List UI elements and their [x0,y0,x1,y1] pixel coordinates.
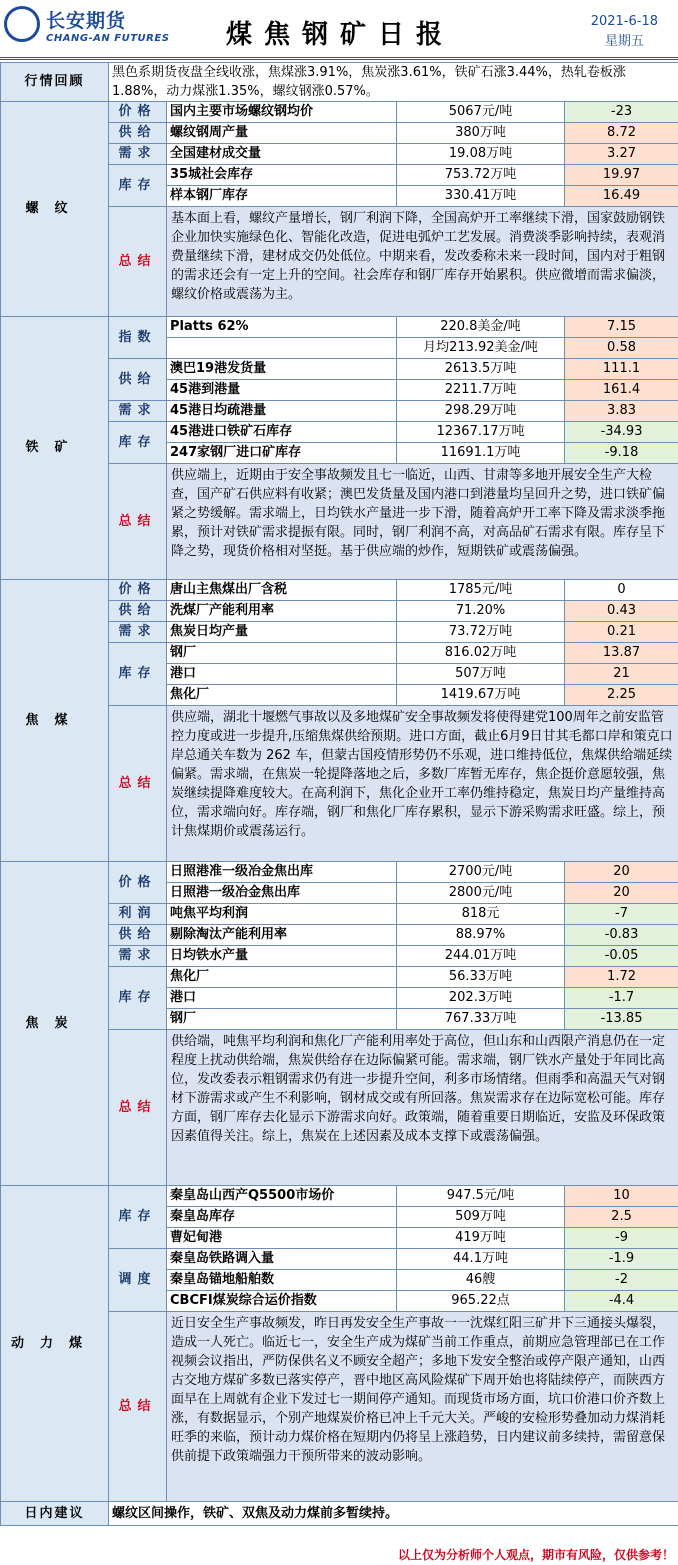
category-label: 需求 [109,622,167,643]
indicator-change: -0.05 [565,946,678,967]
indicator-value: 11691.1万吨 [397,443,565,464]
indicator-name: 剔除淘汰产能利用率 [167,925,397,946]
indicator-name: 港口 [167,664,397,685]
indicator-value: 816.02万吨 [397,643,565,664]
summary-text: 供给端，吨焦平均利润和焦化厂产能利用率处于高位，但山东和山西限产消息仍在一定程度上扰动供给端，焦炭供给存在边际偏紧可能。需求端，钢厂铁水产量处于年同比高位，发改委表示粗钢需求仍有进一步提升空间，利多市场情绪。但雨季和高温天气对钢材下游需求或产生不利影响，钢材成交或有所回落。焦炭需求存在边际宽松可能。库存方面，钢厂库存去化显示下游需求向好。政策端，随着重要日期临近，安监及环保政策因素值得关注。综上，焦炭在上述因素及成本支撑下或震荡偏强。 [167,1030,678,1186]
indicator-change: 111.1 [565,359,678,380]
indicator-change: 13.87 [565,643,678,664]
indicator-value: 88.97% [397,925,565,946]
disclaimer-footer: 以上仅为分析师个人观点，期市有风险，仅供参考！ [397,1548,674,1562]
indicator-change: 0 [565,580,678,601]
indicator-value: 46艘 [397,1270,565,1291]
indicator-change: -23 [565,102,678,123]
indicator-change: 2.5 [565,1207,678,1228]
report-title: 煤焦钢矿日报 [225,20,454,50]
indicator-value: 509万吨 [397,1207,565,1228]
indicator-value: 12367.17万吨 [397,422,565,443]
indicator-change: 3.83 [565,401,678,422]
market-review-text: 黑色系期货夜盘全线收涨，焦煤涨3.91%，焦炭涨3.61%，铁矿石涨3.44%，热轧卷板涨1.88%，动力煤涨1.35%，螺纹钢涨0.57%。 [109,63,678,102]
indicator-value: 2613.5万吨 [397,359,565,380]
summary-label: 总结 [109,464,167,580]
indicator-name: 秦皇岛铁路调入量 [167,1249,397,1270]
indicator-value: 507万吨 [397,664,565,685]
category-label: 调度 [109,1249,167,1312]
coking-data-row [1,862,678,883]
coke-data-row [1,580,678,601]
indicator-change: 7.15 [565,317,678,338]
indicator-name: 曹妃甸港 [167,1228,397,1249]
indicator-name: 45港到港量 [167,380,397,401]
indicator-change: -9 [565,1228,678,1249]
indicator-name: 247家钢厂进口矿库存 [167,443,397,464]
category-label: 需求 [109,401,167,422]
indicator-value: 73.72万吨 [397,622,565,643]
indicator-change: 20 [565,883,678,904]
indicator-value: 298.29万吨 [397,401,565,422]
indicator-name: 焦炭日均产量 [167,622,397,643]
summary-label: 总结 [109,1312,167,1502]
indicator-name: 洗煤厂产能利用率 [167,601,397,622]
indicator-change: 20 [565,862,678,883]
indicator-name: Platts 62% [167,317,397,338]
indicator-value: 202.3万吨 [397,988,565,1009]
iron-ore-section-label: 铁矿 [1,317,109,580]
indicator-value: 767.33万吨 [397,1009,565,1030]
indicator-change: 21 [565,664,678,685]
iron-ore-data-row [1,317,678,338]
indicator-value: 244.01万吨 [397,946,565,967]
indicator-name: CBCFI煤炭综合运价指数 [167,1291,397,1312]
indicator-value: 56.33万吨 [397,967,565,988]
summary-text: 基本面上看，螺纹产量增长，钢厂利润下降，全国高炉开工率继续下滑，国家鼓励钢铁企业加快实施绿色化、智能化改造，促进电弧炉工艺发展。消费淡季影响持续，表观消费量继续下滑，建材成交仍处低位。中期来看，发改委称未来一段时间，国内对于粗钢的需求还会有一定上升的空间。社会库存和钢厂库存开始累积。供应微增而需求偏淡，螺纹价格或震荡为主。 [167,207,678,317]
category-label: 价格 [109,862,167,904]
indicator-name: 钢厂 [167,1009,397,1030]
category-label: 利润 [109,904,167,925]
category-label: 库存 [109,643,167,706]
rebar-data-row [1,102,678,123]
indicator-name: 秦皇岛锚地船舶数 [167,1270,397,1291]
indicator-value: 1419.67万吨 [397,685,565,706]
indicator-change: 0.43 [565,601,678,622]
indicator-name: 样本钢厂库存 [167,186,397,207]
indicator-value: 419万吨 [397,1228,565,1249]
indicator-change: -13.85 [565,1009,678,1030]
indicator-value: 19.08万吨 [397,144,565,165]
summary-text: 供应端上，近期由于安全事故频发且七一临近，山西、甘肃等多地开展安全生产大检查，国产矿石供应料有收紧；澳巴发货量及国内港口到港量均呈回升之势，进口铁矿偏紧之势缓解。需求端上，日均铁水产量进一步下滑，随着高炉开工率下降及需求淡季拖累，预计对铁矿需求提振有限。同时，钢厂利润不高，对高品矿石需求有限。库存呈下降之势，现货价格相对坚挺。基于供应端的炒作，短期铁矿或震荡偏强。 [167,464,678,580]
indicator-change: 0.21 [565,622,678,643]
indicator-change: 1.72 [565,967,678,988]
category-label: 库存 [109,967,167,1030]
indicator-value: 44.1万吨 [397,1249,565,1270]
market-review-label: 行情回顾 [1,63,109,102]
report-date [591,12,658,52]
rebar-section-label: 螺纹 [1,102,109,317]
company-name-cn: 长安期货 [46,10,127,32]
indicator-change: -7 [565,904,678,925]
coking-section-label: 焦炭 [1,862,109,1186]
category-label: 库存 [109,165,167,207]
category-label: 指数 [109,317,167,359]
indicator-value: 965.22点 [397,1291,565,1312]
indicator-name: 港口 [167,988,397,1009]
indicator-name: 焦化厂 [167,685,397,706]
category-label: 供给 [109,601,167,622]
indicator-change: -1.7 [565,988,678,1009]
indicator-name: 全国建材成交量 [167,144,397,165]
indicator-name: 45港进口铁矿石库存 [167,422,397,443]
category-label: 供给 [109,123,167,144]
indicator-name [167,338,397,359]
indicator-name: 焦化厂 [167,967,397,988]
indicator-change: 0.58 [565,338,678,359]
indicator-name: 日均铁水产量 [167,946,397,967]
report-header [0,0,678,60]
indicator-value: 2211.7万吨 [397,380,565,401]
indicator-change: -9.18 [565,443,678,464]
indicator-value: 月均213.92美金/吨 [397,338,565,359]
indicator-value: 818元 [397,904,565,925]
company-name-en: CHANG-AN FUTURES [46,33,170,44]
indicator-change: 19.97 [565,165,678,186]
indicator-value: 220.8美金/吨 [397,317,565,338]
indicator-name: 螺纹钢周产量 [167,123,397,144]
indicator-value: 330.41万吨 [397,186,565,207]
coke-section-label: 焦煤 [1,580,109,862]
indicator-name: 澳巴19港发货量 [167,359,397,380]
indicator-change: 16.49 [565,186,678,207]
date-text: 2021-6-18 [590,14,658,29]
indicator-name: 日照港准一级冶金焦出库 [167,862,397,883]
company-logo-icon [4,6,40,42]
indicator-name: 国内主要市场螺纹钢均价 [167,102,397,123]
indicator-name: 45港日均疏港量 [167,401,397,422]
summary-text: 供应端，湖北十堰燃气事故以及多地煤矿安全事故频发将使得建党100周年之前安监管控力度或进一步提升,压缩焦煤供给预期。进口方面，截止6月9日甘其毛都口岸和策克口岸总通关车数为 262 车，但蒙古国疫情形势仍不乐观，进口维持低位，焦煤供给端延续偏紧。需求端，在焦炭一轮提降落地之后，多数厂库暂无库存，焦企挺价意愿较强，焦炭继续提降难度较大。在高利润下，焦化企业开工率仍维持稳定，焦炭日均产量维持高位，需求端向好。库存端，钢厂和焦化厂库存累积，显示下游采购需求旺盛。综上，预计焦煤期价或震荡运行。 [167,706,678,862]
indicator-value: 2800元/吨 [397,883,565,904]
indicator-name: 秦皇岛山西产Q5500市场价 [167,1186,397,1207]
indicator-change: 3.27 [565,144,678,165]
indicator-name: 吨焦平均利润 [167,904,397,925]
category-label: 供给 [109,359,167,401]
indicator-change: -34.93 [565,422,678,443]
indicator-change: 8.72 [565,123,678,144]
thermal-coal-section-label: 动力煤 [1,1186,109,1502]
indicator-value: 380万吨 [397,123,565,144]
advice-text: 螺纹区间操作，铁矿、双焦及动力煤前多暂续持。 [109,1502,678,1526]
indicator-change: 161.4 [565,380,678,401]
summary-label: 总结 [109,207,167,317]
weekday-text: 星期五 [604,34,644,49]
advice-label: 日内建议 [1,1502,109,1526]
summary-label: 总结 [109,1030,167,1186]
indicator-name: 钢厂 [167,643,397,664]
indicator-value: 71.20% [397,601,565,622]
category-label: 库存 [109,1186,167,1249]
category-label: 供给 [109,925,167,946]
indicator-change: -2 [565,1270,678,1291]
indicator-name: 日照港一级冶金焦出库 [167,883,397,904]
indicator-change: -4.4 [565,1291,678,1312]
indicator-value: 1785元/吨 [397,580,565,601]
category-label: 价格 [109,580,167,601]
indicator-name: 35城社会库存 [167,165,397,186]
indicator-value: 5067元/吨 [397,102,565,123]
category-label: 库存 [109,422,167,464]
thermal-coal-data-row [1,1186,678,1207]
summary-text: 近日安全生产事故频发，昨日再发安全生产事故一一沈煤红阳三矿井下三通接头爆裂，造成一人死亡。临近七一，安全生产成为煤矿当前工作重点，前期应急管理部已在工作视频会议指出，严防保供名义不顾安全超产；多地下发安全整治或停产限产通知，山西古交地方煤矿多数已落实停产，晋中地区高风险煤矿下周开始也将陆续停产，而陕西方面早在上周就有企业下发过七一期间停产通知。而现货市场方面，坑口价港口价齐数上涨，有数据显示，个别产地煤炭价格已冲上千元大关。严峻的安检形势叠加动力煤消耗旺季的来临，预计动力煤价格在短期内仍将呈上涨趋势，日内建议前多续持，需留意保供前提下政策端强力干预所带来的波动影响。 [167,1312,678,1502]
category-label: 价格 [109,102,167,123]
indicator-change: -0.83 [565,925,678,946]
indicator-change: 10 [565,1186,678,1207]
indicator-value: 753.72万吨 [397,165,565,186]
indicator-change: -1.9 [565,1249,678,1270]
indicator-name: 唐山主焦煤出厂含税 [167,580,397,601]
report-table [0,62,678,1526]
indicator-value: 947.5元/吨 [397,1186,565,1207]
category-label: 需求 [109,144,167,165]
indicator-value: 2700元/吨 [397,862,565,883]
indicator-name: 秦皇岛库存 [167,1207,397,1228]
indicator-change: 2.25 [565,685,678,706]
summary-label: 总结 [109,706,167,862]
category-label: 需求 [109,946,167,967]
